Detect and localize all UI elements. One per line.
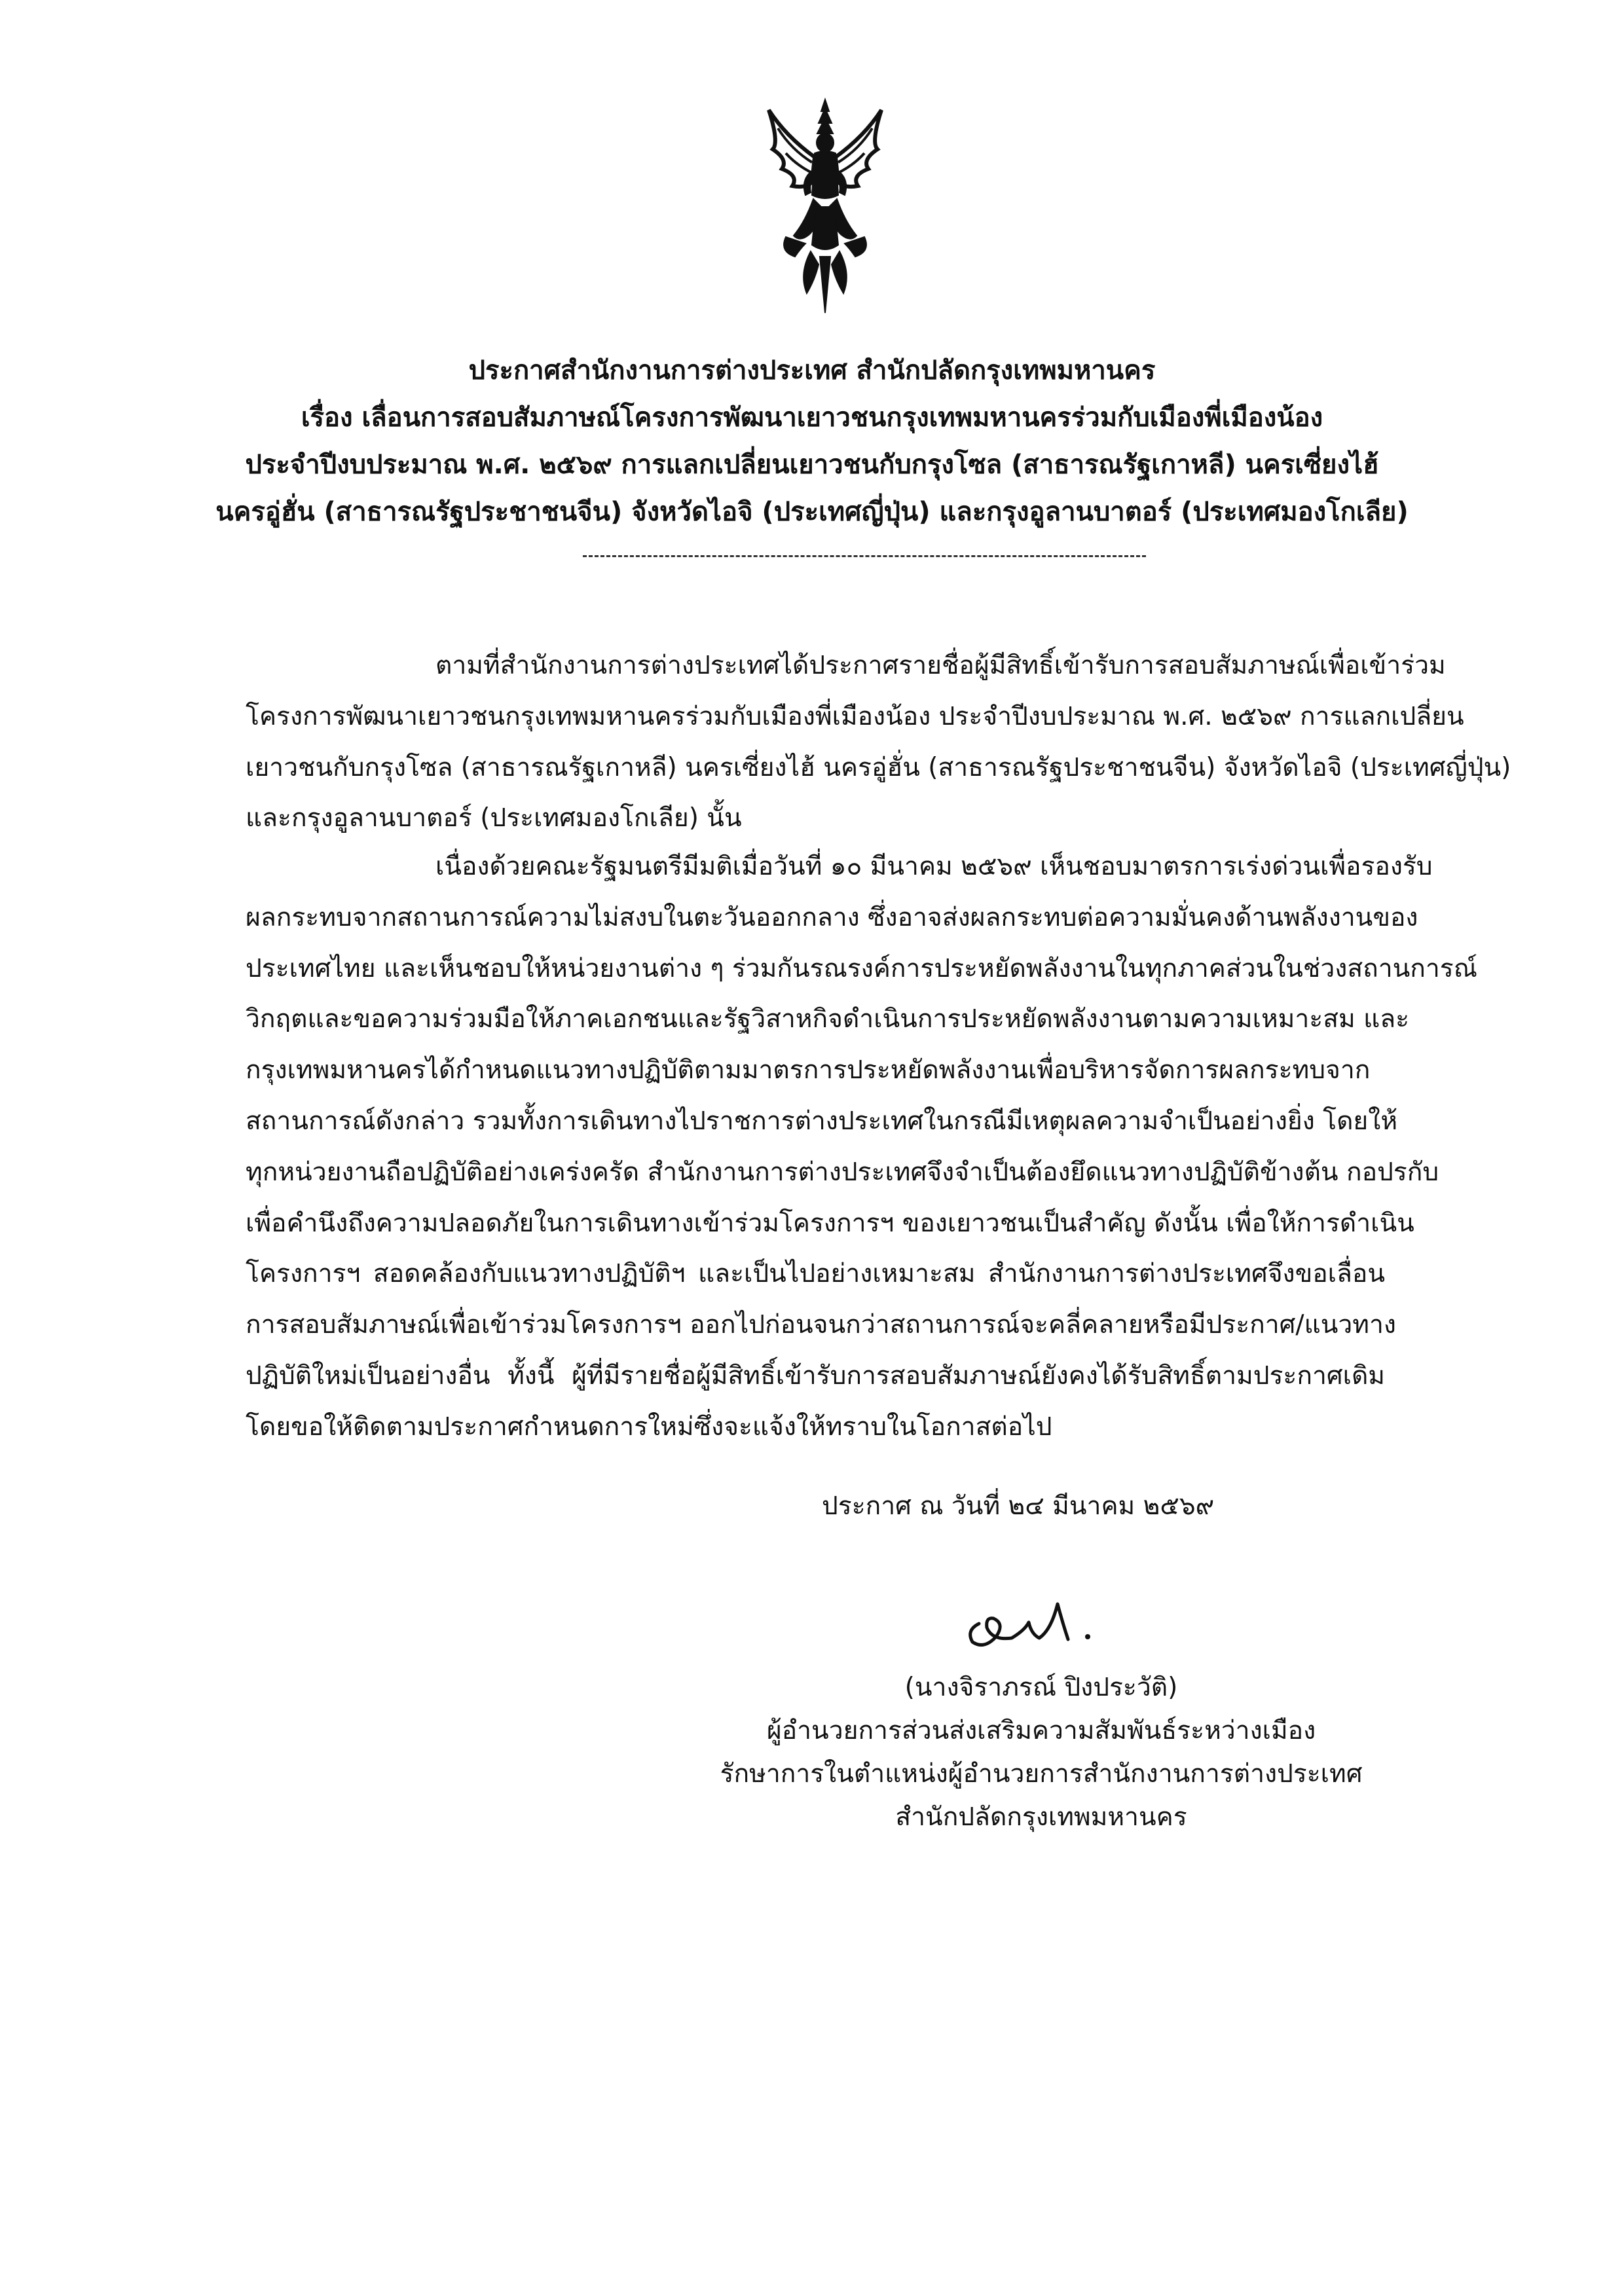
paragraph-1 bbox=[246, 640, 1511, 844]
paragraph-line: โครงการพัฒนาเยาวชนกรุงเทพมหานครร่วมกับเมืองพี่เมืองน้อง ประจำปีงบประมาณ พ.ศ. ๒๕๖๙ การแลกเปลี่ยน bbox=[246, 701, 1464, 731]
paragraph-line: สถานการณ์ดังกล่าว รวมทั้งการเดินทางไปราชการต่างประเทศในกรณีมีเหตุผลความจำเป็นอย่างยิ่ง โดยให้ bbox=[246, 1106, 1398, 1136]
paragraph-2 bbox=[246, 841, 1477, 1453]
paragraph-line: วิกฤตและขอความร่วมมือให้ภาคเอกชนและรัฐวิสาหกิจดำเนินการประหยัดพลังงานตามความเหมาะสม และ bbox=[246, 1004, 1410, 1034]
paragraph-line: เยาวชนกับกรุงโซล (สาธารณรัฐเกาหลี) นครเซี่ยงไฮ้ นครอู่ฮั่น (สาธารณรัฐประชาชนจีน) จังหวัดไอจิ (ประเทศญี่ปุ่น) bbox=[246, 752, 1511, 782]
paragraph-line: กรุงเทพมหานครได้กำหนดแนวทางปฏิบัติตามมาตรการประหยัดพลังงานเพื่อบริหารจัดการผลกระทบจาก bbox=[246, 1055, 1371, 1085]
signatory-position: ผู้อำนวยการส่วนส่งเสริมความสัมพันธ์ระหว่างเมือง bbox=[766, 1716, 1316, 1745]
handwritten-signature-icon bbox=[953, 1584, 1110, 1656]
signatory-organization: สำนักปลัดกรุงเทพมหานคร bbox=[895, 1802, 1187, 1832]
signatory-name: (นางจิราภรณ์ ปิงประวัติ) bbox=[904, 1673, 1178, 1702]
announcement-title bbox=[196, 347, 1428, 536]
paragraph-line: โดยขอให้ติดตามประกาศกำหนดการใหม่ซึ่งจะแจ้งให้ทราบในโอกาสต่อไป bbox=[246, 1412, 1052, 1442]
paragraph-line: และกรุงอูลานบาตอร์ (ประเทศมองโกเลีย) นั้น bbox=[246, 803, 742, 833]
title-line: ประกาศสำนักงานการต่างประเทศ สำนักปลัดกรุงเทพมหานคร bbox=[468, 355, 1156, 386]
announcement-date: ประกาศ ณ วันที่ ๒๔ มีนาคม ๒๕๖๙ bbox=[822, 1491, 1215, 1521]
signatory-acting-position: รักษาการในตำแหน่งผู้อำนวยการสำนักงานการต่างประเทศ bbox=[720, 1759, 1363, 1789]
garuda-emblem-icon bbox=[760, 97, 891, 316]
paragraph-line: ตามที่สำนักงานการต่างประเทศได้ประกาศรายชื่อผู้มีสิทธิ์เข้ารับการสอบสัมภาษณ์เพื่อเข้าร่วม bbox=[435, 651, 1446, 680]
paragraph-line: เพื่อคำนึงถึงความปลอดภัยในการเดินทางเข้าร่วมโครงการฯ ของเยาวชนเป็นสำคัญ ดังนั้น เพื่อให้การดำเนิน bbox=[246, 1208, 1414, 1238]
paragraph-line: เนื่องด้วยคณะรัฐมนตรีมีมติเมื่อวันที่ ๑๐ มีนาคม ๒๕๖๙ เห็นชอบมาตรการเร่งด่วนเพื่อรองรับ bbox=[435, 852, 1433, 881]
paragraph-line: ปฏิบัติใหม่เป็นอย่างอื่น ทั้งนี้ ผู้ที่มีรายชื่อผู้มีสิทธิ์เข้ารับการสอบสัมภาษณ์ยังคงได้รับสิทธิ์ตามประกาศเดิม bbox=[246, 1360, 1385, 1391]
title-divider bbox=[583, 555, 1146, 557]
paragraph-line: ทุกหน่วยงานถือปฏิบัติอย่างเคร่งครัด สำนักงานการต่างประเทศจึงจำเป็นต้องยึดแนวทางปฏิบัติข้างต้น กอปรกับ bbox=[246, 1157, 1439, 1187]
paragraph-line: ผลกระทบจากสถานการณ์ความไม่สงบในตะวันออกกลาง ซึ่งอาจส่งผลกระทบต่อความมั่นคงด้านพลังงานของ bbox=[246, 902, 1418, 932]
paragraph-line: โครงการฯ สอดคล้องกับแนวทางปฏิบัติฯ และเป็นไปอย่างเหมาะสม สำนักงานการต่างประเทศจึงขอเลื่อน bbox=[246, 1259, 1385, 1289]
title-line: ประจำปีงบประมาณ พ.ศ. ๒๕๖๙ การแลกเปลี่ยนเยาวชนกับกรุงโซล (สาธารณรัฐเกาหลี) นครเซี่ยงไฮ้ bbox=[245, 450, 1379, 480]
paragraph-line: การสอบสัมภาษณ์เพื่อเข้าร่วมโครงการฯ ออกไปก่อนจนกว่าสถานการณ์จะคลี่คลายหรือมีประกาศ/แนวทาง bbox=[246, 1310, 1396, 1340]
signatory-block bbox=[694, 1666, 1388, 1839]
title-line: เรื่อง เลื่อนการสอบสัมภาษณ์โครงการพัฒนาเยาวชนกรุงเทพมหานครร่วมกับเมืองพี่เมืองน้อง bbox=[301, 403, 1323, 433]
paragraph-line: ประเทศไทย และเห็นชอบให้หน่วยงานต่าง ๆ ร่วมกันรณรงค์การประหยัดพลังงานในทุกภาคส่วนในช่วงสถานการณ์ bbox=[246, 953, 1477, 983]
title-line: นครอู่ฮั่น (สาธารณรัฐประชาชนจีน) จังหวัดไอจิ (ประเทศญี่ปุ่น) และกรุงอูลานบาตอร์ (ประเทศมองโกเลีย) bbox=[215, 497, 1409, 527]
